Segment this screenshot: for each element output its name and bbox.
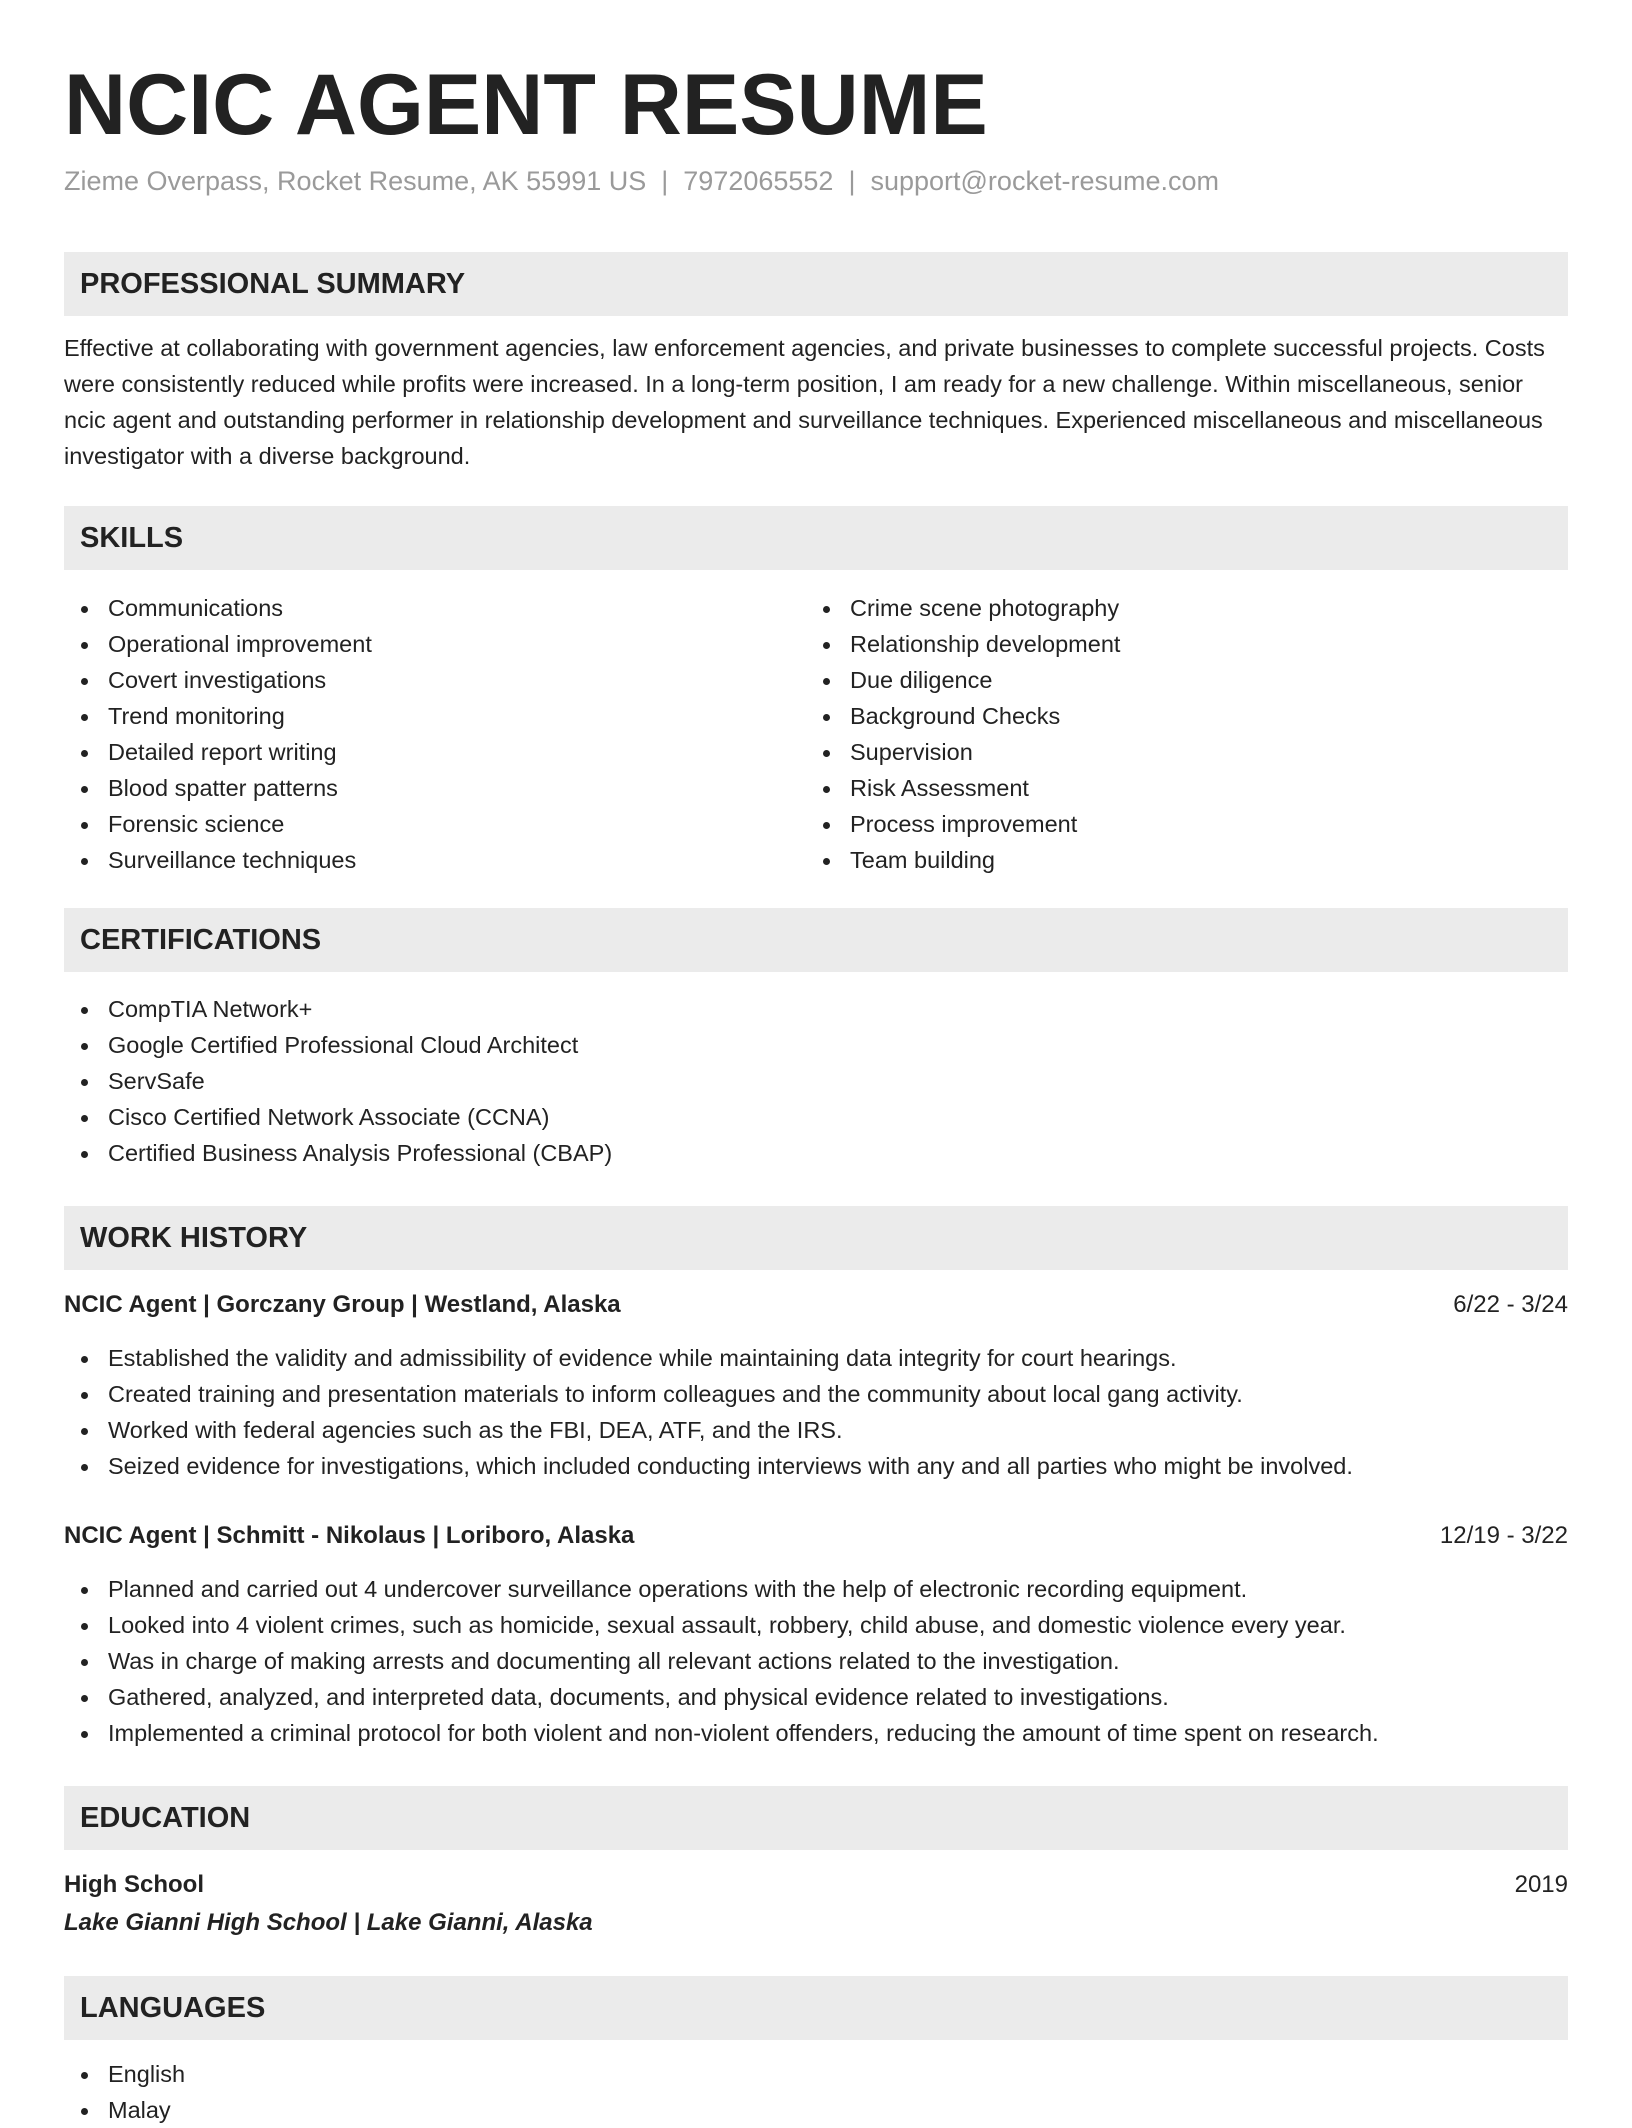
- skill-item: Operational improvement: [64, 626, 804, 662]
- certification-item: CompTIA Network+: [64, 991, 1568, 1027]
- education-year: 2019: [1514, 1871, 1568, 1898]
- job-bullet: Worked with federal agencies such as the FBI, DEA, ATF, and the IRS.: [64, 1412, 1568, 1448]
- job-title: NCIC Agent | Gorczany Group | Westland, Alaska: [64, 1291, 621, 1318]
- certification-item: ServSafe: [64, 1063, 1568, 1099]
- skill-item: Team building: [806, 842, 1546, 878]
- skill-item: Covert investigations: [64, 662, 804, 698]
- skill-item: Process improvement: [806, 806, 1546, 842]
- education-heading: EDUCATION: [64, 1786, 1568, 1850]
- skill-item: Forensic science: [64, 806, 804, 842]
- job-bullet: Was in charge of making arrests and documenting all relevant actions related to the investigation.: [64, 1643, 1568, 1679]
- job-title: NCIC Agent | Schmitt - Nikolaus | Loriboro, Alaska: [64, 1522, 635, 1549]
- languages-heading: LANGUAGES: [64, 1976, 1568, 2040]
- contact-line: [64, 166, 1219, 197]
- contact-address: Zieme Overpass, Rocket Resume, AK 55991 US: [64, 166, 647, 196]
- job-bullet: Created training and presentation materials to inform colleagues and the community about local gang activity.: [64, 1376, 1568, 1412]
- certification-item: Certified Business Analysis Professional (CBAP): [64, 1135, 1568, 1171]
- education-school: Lake Gianni High School | Lake Gianni, Alaska: [64, 1909, 593, 1936]
- summary-heading: PROFESSIONAL SUMMARY: [64, 252, 1568, 316]
- job-bullet: Established the validity and admissibility of evidence while maintaining data integrity for court hearings.: [64, 1340, 1568, 1376]
- skill-item: Trend monitoring: [64, 698, 804, 734]
- job-bullet: Looked into 4 violent crimes, such as homicide, sexual assault, robbery, child abuse, and domestic violence every year.: [64, 1607, 1568, 1643]
- certifications-heading: CERTIFICATIONS: [64, 908, 1568, 972]
- language-item: English: [64, 2056, 1568, 2092]
- job-dates: 12/19 - 3/22: [1439, 1522, 1568, 1549]
- job-dates: 6/22 - 3/24: [1453, 1291, 1568, 1318]
- contact-phone: 7972065552: [683, 166, 834, 196]
- skill-item: Background Checks: [806, 698, 1546, 734]
- skill-item: Detailed report writing: [64, 734, 804, 770]
- skill-item: Communications: [64, 590, 804, 626]
- skill-item: Relationship development: [806, 626, 1546, 662]
- job-bullet: Seized evidence for investigations, which included conducting interviews with any and all parties who might be involved.: [64, 1448, 1568, 1484]
- contact-separator: |: [848, 166, 856, 196]
- certification-item: Cisco Certified Network Associate (CCNA): [64, 1099, 1568, 1135]
- skill-item: Surveillance techniques: [64, 842, 804, 878]
- skill-item: Due diligence: [806, 662, 1546, 698]
- language-item: Malay: [64, 2092, 1568, 2128]
- skill-item: Blood spatter patterns: [64, 770, 804, 806]
- skills-list-left: [64, 590, 804, 878]
- job-bullet: Implemented a criminal protocol for both violent and non-violent offenders, reducing the amount of time spent on research.: [64, 1715, 1568, 1751]
- resume-title: NCIC AGENT RESUME: [64, 57, 988, 153]
- skill-item: Crime scene photography: [806, 590, 1546, 626]
- contact-email: support@rocket-resume.com: [870, 166, 1219, 196]
- job-bullets: [64, 1571, 1568, 1751]
- skills-heading: SKILLS: [64, 506, 1568, 570]
- languages-list: [64, 2056, 1568, 2128]
- skills-list-right: [806, 590, 1546, 878]
- skill-item: Supervision: [806, 734, 1546, 770]
- work-history-heading: WORK HISTORY: [64, 1206, 1568, 1270]
- skill-item: Risk Assessment: [806, 770, 1546, 806]
- job-bullet: Gathered, analyzed, and interpreted data, documents, and physical evidence related to investigations.: [64, 1679, 1568, 1715]
- job-bullets: [64, 1340, 1568, 1484]
- certification-item: Google Certified Professional Cloud Architect: [64, 1027, 1568, 1063]
- summary-text: Effective at collaborating with government agencies, law enforcement agencies, and private businesses to complete successful projects. Costs were consistently reduced while profits were increased. In a long-term position, I am ready for a new challenge. Within miscellaneous, senior ncic agent and outstanding performer in relationship development and surveillance techniques. Experienced miscellaneous and miscellaneous investigator with a diverse background.: [64, 335, 1545, 469]
- job-bullet: Planned and carried out 4 undercover surveillance operations with the help of electronic recording equipment.: [64, 1571, 1568, 1607]
- certifications-list: [64, 991, 1568, 1171]
- education-degree: High School: [64, 1871, 204, 1898]
- contact-separator: |: [661, 166, 669, 196]
